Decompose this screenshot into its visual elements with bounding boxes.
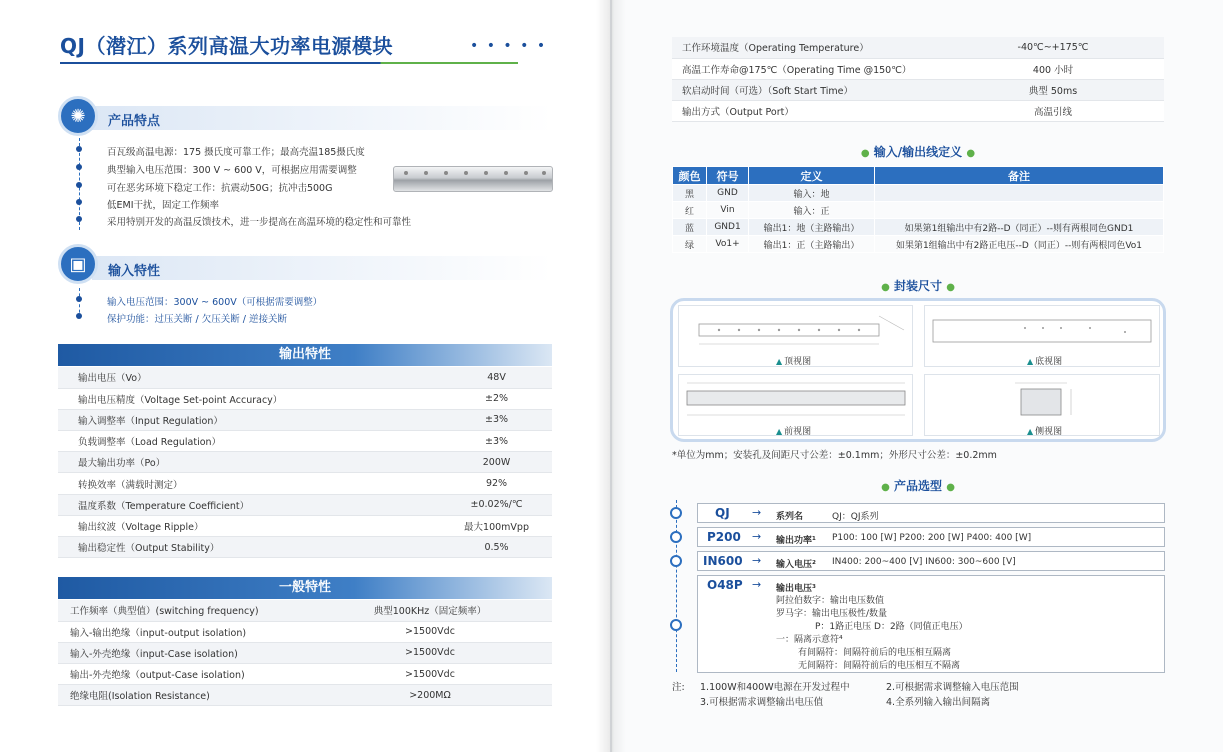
selection-desc: IN400: 200~400 [V] IN600: 300~600 [V] <box>832 557 1016 567</box>
spec-label: 负载调整率（Load Regulation） <box>58 431 441 452</box>
spec-label: 高温工作寿命@175℃（Operating Time @150℃） <box>672 58 942 79</box>
note-item: 3.可根据需求调整输出电压值 <box>700 697 824 708</box>
title-dots: • • • • • <box>470 38 548 54</box>
tolerance-note: *单位为mm；安装孔及间距尺寸公差：±0.1mm；外形尺寸公差：±0.2mm <box>672 450 997 461</box>
selection-row-series <box>697 503 1165 523</box>
bullet-icon <box>74 214 84 224</box>
arrow-icon: → <box>752 530 762 543</box>
table-cell: 如果第1组输出中有2路--D（同正）--则有两根同色GND1 <box>875 219 1164 236</box>
spec-label: 输出方式（Output Port） <box>672 101 942 122</box>
table-cell: Vin <box>707 202 749 219</box>
input-header-bar <box>92 256 552 280</box>
table-row <box>58 621 552 642</box>
table-row <box>58 409 552 430</box>
table-cell: GND1 <box>707 219 749 236</box>
spec-value: 0.5% <box>441 537 552 558</box>
column-header: 符号 <box>707 167 749 185</box>
table-row <box>673 236 1164 253</box>
table-row <box>673 202 1164 219</box>
connector-knob-icon <box>670 555 682 567</box>
arrow-icon: → <box>752 554 762 567</box>
spec-label: 转换效率（满载时测定） <box>58 473 441 494</box>
table-cell: Vo1+ <box>707 236 749 253</box>
spec-value: 最大100mVpp <box>441 515 552 536</box>
page-title: QJ（潜江）系列高温大功率电源模块 <box>60 34 393 58</box>
column-header: 颜色 <box>673 167 707 185</box>
note-item: 4.全系列输入输出间隔离 <box>886 697 991 708</box>
feature-item: 可在恶劣环境下稳定工作：抗震动50G；抗冲击500G <box>107 183 333 194</box>
general-spec-table <box>58 600 552 706</box>
spec-value: 400 小时 <box>942 58 1164 79</box>
column-header: 备注 <box>875 167 1164 185</box>
spec-label: 输入-外壳绝缘（input-Case isolation) <box>58 642 308 663</box>
bullet-icon: ● <box>860 148 870 159</box>
features-header-bar <box>92 106 552 130</box>
features-heading: 产品特点 <box>108 114 161 129</box>
spec-label: 最大输出功率（Po） <box>58 452 441 473</box>
spec-value: >1500Vdc <box>308 664 552 685</box>
selection-name-text: 输出电压³ <box>776 584 816 594</box>
spec-label: 输出纹波（Voltage Ripple） <box>58 515 441 536</box>
table-row <box>673 219 1164 236</box>
table-row <box>58 473 552 494</box>
arrow-icon: → <box>752 578 762 591</box>
output-table-heading: 输出特性 <box>58 344 552 366</box>
table-cell <box>875 202 1164 219</box>
spec-label: 温度系数（Temperature Coefficient） <box>58 494 441 515</box>
table-row <box>672 58 1164 79</box>
arrow-icon: → <box>752 506 762 519</box>
table-row <box>58 664 552 685</box>
connector-knob-icon <box>670 531 682 543</box>
bullet-icon: ● <box>881 282 890 293</box>
table-cell: 输入：地 <box>749 185 875 202</box>
selection-name-text: 输入电压² <box>776 560 816 570</box>
spec-value: ±2% <box>441 388 552 409</box>
bullet-icon <box>74 144 84 154</box>
table-row <box>672 101 1164 122</box>
spec-label: 工作频率（典型值）(switching frequency) <box>58 600 308 621</box>
spec-label: 输入调整率（Input Regulation） <box>58 409 441 430</box>
spec-label: 输出-外壳绝缘（output-Case isolation) <box>58 664 308 685</box>
feature-item: 采用特别开发的高温反馈技术，进一步提高在高温环境的稳定性和可靠性 <box>107 217 412 228</box>
spec-value: -40℃~+175℃ <box>942 37 1164 58</box>
notes-label: 注: <box>672 682 685 693</box>
package-heading <box>672 277 1164 294</box>
bullet-icon <box>74 311 84 321</box>
table-row <box>58 600 552 621</box>
table-header-row <box>673 167 1164 185</box>
connector-knob-icon <box>670 619 682 631</box>
selection-detail: 无间隔符：间隔符前后的电压相互不隔离 <box>798 661 961 671</box>
selection-code: P200 <box>707 530 741 544</box>
selection-detail: 罗马字：输出电压极性/数量 <box>776 609 888 619</box>
spec-value: 高温引线 <box>942 101 1164 122</box>
spec-value: 典型100KHz（固定频率） <box>308 600 552 621</box>
document-icon: ▣ <box>58 244 98 284</box>
selection-connector <box>676 500 677 672</box>
selection-name-text: 系列名 <box>776 512 804 522</box>
package-heading-text: 封装尺寸 <box>893 279 942 293</box>
spec-value: ±3% <box>441 409 552 430</box>
selection-name <box>776 509 803 522</box>
spec-value: 92% <box>441 473 552 494</box>
side-view-caption: ▲ 侧视图 <box>1027 424 1062 437</box>
selection-detail: P：1路正电压 D：2路（同值正电压） <box>815 622 968 632</box>
table-cell: 输出1：正（主路输出） <box>749 236 875 253</box>
power-module-image <box>393 166 553 192</box>
spec-label: 软启动时间（可选）（Soft Start Time） <box>672 79 942 100</box>
bullet-icon <box>74 197 84 207</box>
table-row <box>58 388 552 409</box>
table-cell: 蓝 <box>673 219 707 236</box>
bullet-icon <box>74 294 84 304</box>
table-row <box>58 685 552 706</box>
page-gutter <box>596 0 626 752</box>
table-row <box>672 79 1164 100</box>
spec-value: 典型 50ms <box>942 79 1164 100</box>
selection-name <box>776 557 816 570</box>
bullet-icon: ● <box>946 482 955 493</box>
bullet-icon <box>74 180 84 190</box>
bullet-icon <box>74 162 84 172</box>
table-row <box>58 515 552 536</box>
table-row <box>58 452 552 473</box>
note-item: 1.100W和400W电源在开发过程中 <box>700 682 850 693</box>
spec-value: ±0.02%/℃ <box>441 494 552 515</box>
feature-item: 低EMI干扰，固定工作频率 <box>107 200 220 211</box>
input-item: 保护功能：过压关断 / 欠压关断 / 逆接关断 <box>107 314 287 325</box>
spec-value: 200W <box>441 452 552 473</box>
selection-detail: 有间隔符：间隔符前后的电压相互隔离 <box>798 648 952 658</box>
spec-value: >1500Vdc <box>308 642 552 663</box>
table-row <box>673 185 1164 202</box>
note-item: 2.可根据需求调整输入电压范围 <box>886 682 1019 693</box>
input-heading: 输入特性 <box>108 264 161 279</box>
spec-label: 输出电压精度（Voltage Set-point Accuracy） <box>58 388 441 409</box>
environment-spec-table <box>672 37 1164 122</box>
spec-value: >200MΩ <box>308 685 552 706</box>
input-item: 输入电压范围：300V ~ 600V（可根据需要调整） <box>107 297 323 308</box>
selection-code: IN600 <box>703 554 743 568</box>
table-cell: 输出1：地（主路输出） <box>749 219 875 236</box>
table-cell: 红 <box>673 202 707 219</box>
front-view-caption: ▲ 前视图 <box>776 424 811 437</box>
feature-item: 百瓦级高温电源：175 摄氏度可靠工作；最高壳温185摄氏度 <box>107 147 365 158</box>
table-row <box>58 367 552 388</box>
selection-desc: QJ：QJ系列 <box>832 512 879 522</box>
table-cell: 输入：正 <box>749 202 875 219</box>
table-row <box>58 494 552 515</box>
selection-desc: P100: 100 [W] P200: 200 [W] P400: 400 [W] <box>832 533 1032 543</box>
io-definition-heading <box>672 143 1164 160</box>
io-definition-table <box>672 166 1164 253</box>
bullet-icon: ● <box>966 148 976 159</box>
connector-knob-icon <box>670 507 682 519</box>
general-table-heading: 一般特性 <box>58 577 552 599</box>
selection-code: QJ <box>715 506 730 520</box>
table-row <box>58 642 552 663</box>
feature-item: 典型输入电压范围：300 V ~ 600 V，可根据应用需要调整 <box>107 165 357 176</box>
table-cell: GND <box>707 185 749 202</box>
selection-heading <box>672 477 1164 494</box>
output-spec-table <box>58 367 552 558</box>
spec-label: 输入-输出绝缘（input-output isolation) <box>58 621 308 642</box>
lightbulb-icon: ✺ <box>58 96 98 136</box>
bullet-icon: ● <box>881 482 890 493</box>
table-cell: 如果第1组输出中有2路正电压--D（同正）--则有两根同色Vo1 <box>875 236 1164 253</box>
selection-name <box>776 533 816 546</box>
spec-label: 输出稳定性（Output Stability） <box>58 537 441 558</box>
spec-value: >1500Vdc <box>308 621 552 642</box>
table-cell <box>875 185 1164 202</box>
selection-detail: 阿拉伯数字：输出电压数值 <box>776 596 885 606</box>
spec-label: 绝缘电阻(Isolation Resistance) <box>58 685 308 706</box>
selection-heading-text: 产品选型 <box>893 479 942 493</box>
table-row <box>672 37 1164 58</box>
table-row <box>58 431 552 452</box>
spec-value: ±3% <box>441 431 552 452</box>
title-underline <box>60 62 518 64</box>
spec-value: 48V <box>441 367 552 388</box>
bottom-view-caption: ▲ 底视图 <box>1027 354 1062 367</box>
selection-name-text: 输出功率¹ <box>776 536 816 546</box>
table-cell: 黑 <box>673 185 707 202</box>
spec-label: 工作环境温度（Operating Temperature） <box>672 37 942 58</box>
selection-code: O48P <box>707 578 743 592</box>
top-view-caption: ▲ 顶视图 <box>776 354 811 367</box>
spec-label: 输出电压（Vo） <box>58 367 441 388</box>
io-heading-text: 输入/输出线定义 <box>873 145 963 159</box>
table-cell: 绿 <box>673 236 707 253</box>
bullet-icon: ● <box>946 282 955 293</box>
selection-detail: 一：隔离示意符⁴ <box>776 635 843 645</box>
column-header: 定义 <box>749 167 875 185</box>
table-row <box>58 537 552 558</box>
